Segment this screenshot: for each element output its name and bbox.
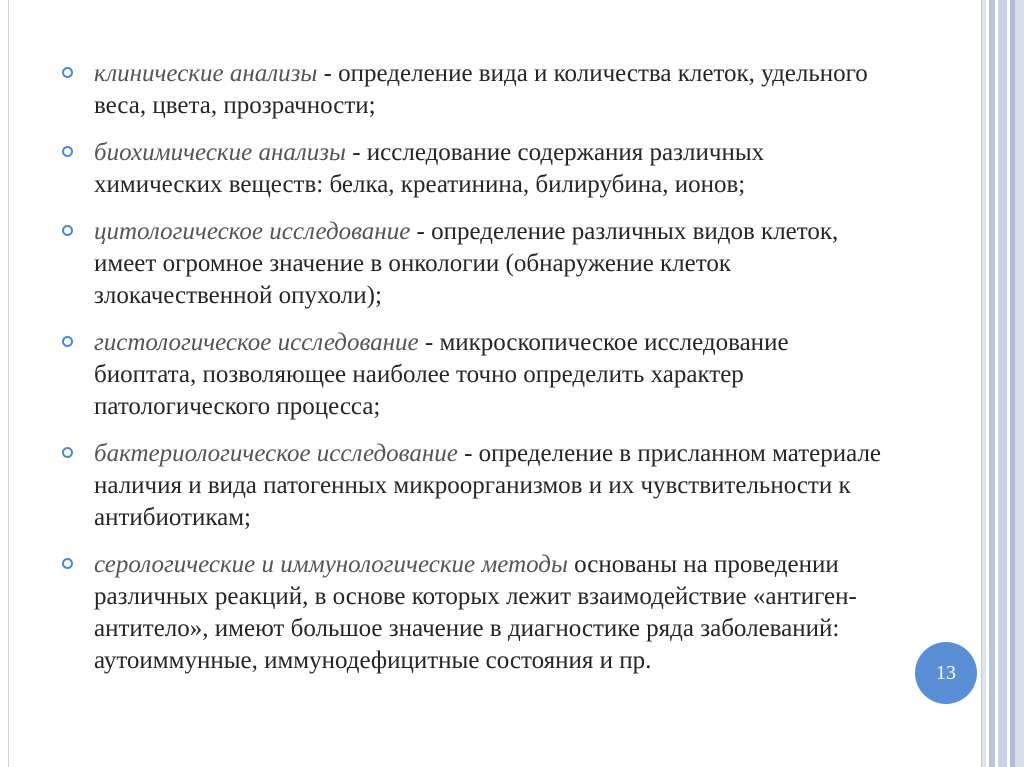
item-term: бактериологическое исследование xyxy=(94,440,458,467)
item-text: - микроскопическое исследование биоптата, позволяющее наиболее точно определить характер патологического процесса; xyxy=(94,329,789,420)
list-item-histological xyxy=(62,327,882,423)
item-term: гистологическое исследование xyxy=(94,329,419,356)
page-number-badge: 13 xyxy=(915,642,977,704)
list-item-biochemical xyxy=(62,137,882,201)
item-text: - исследование содержания различных химических веществ: белка, креатинина, билирубина, ионов; xyxy=(94,139,765,198)
bullet-icon xyxy=(62,67,73,78)
item-text: - определение вида и количества клеток, удельного веса, цвета, прозрачности; xyxy=(94,60,868,119)
list-item-bacteriological xyxy=(62,438,882,534)
bullet-list xyxy=(62,58,882,692)
bullet-icon xyxy=(62,558,73,569)
item-text: - определение различных видов клеток, имеет огромное значение в онкологии (обнаружение клеток злокачественной опухоли); xyxy=(94,218,839,309)
bullet-icon xyxy=(62,336,73,347)
list-item-cytological xyxy=(62,216,882,312)
item-term: клинические анализы xyxy=(94,60,318,87)
item-term: серологические и иммунологические методы xyxy=(94,551,568,578)
item-term: цитологическое исследование xyxy=(94,218,411,245)
bullet-icon xyxy=(62,447,73,458)
bullet-icon xyxy=(62,146,73,157)
list-item-clinical xyxy=(62,58,882,122)
item-text: основаны на проведении различных реакций, в основе которых лежит взаимодействие «антиген-антитело», имеют большое значение в диагностике ряда заболеваний: аутоиммунные, иммунодефицитные состояния и пр. xyxy=(94,551,857,674)
decorative-side-stripes xyxy=(982,0,1024,767)
bullet-icon xyxy=(62,225,73,236)
item-term: биохимические анализы xyxy=(94,139,346,166)
list-item-serological xyxy=(62,549,882,677)
item-text: - определение в присланном материале наличия и вида патогенных микроорганизмов и их чувствительности к антибиотикам; xyxy=(94,440,882,531)
